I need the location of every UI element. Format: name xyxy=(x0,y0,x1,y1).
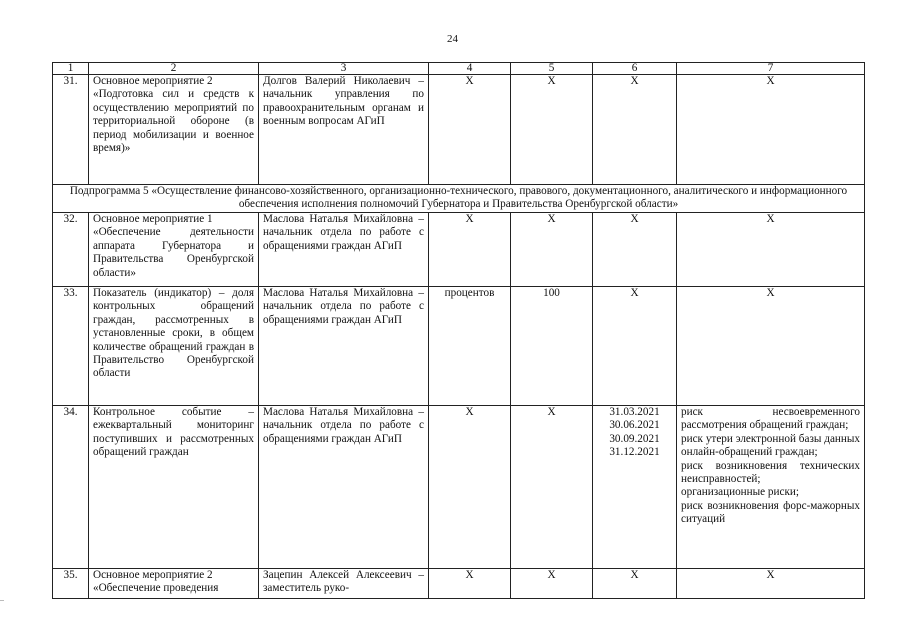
unit-cell: X xyxy=(429,569,511,599)
activity-cell: Показатель (индикатор) – доля контрольных обращений граждан, рассмотренных в установленные сроки, в общем количестве обращений граждан в Правительство Оренбургской области xyxy=(89,287,259,406)
header-col-5: 5 xyxy=(511,63,593,75)
header-col-2: 2 xyxy=(89,63,259,75)
header-col-6: 6 xyxy=(593,63,677,75)
date-cell: 31.03.2021 30.06.2021 30.09.2021 31.12.2021 xyxy=(593,406,677,569)
responsible-cell: Маслова Наталья Михайловна – начальник отдела по работе с обращениями граждан АГиП xyxy=(259,406,429,569)
value-cell: X xyxy=(511,569,593,599)
table-row xyxy=(53,75,865,185)
responsible-cell: Маслова Наталья Михайловна – начальник отдела по работе с обращениями граждан АГиП xyxy=(259,287,429,406)
table-row xyxy=(53,287,865,406)
risk-cell: риск несвоевременного рассмотрения обращений граждан; риск утери электронной базы данных онлайн-обращений граждан; риск возникновения технических неисправностей; организационные риски; риск возникновения форс-мажорных ситуаций xyxy=(677,406,865,569)
table-row xyxy=(53,569,865,599)
risk-cell: X xyxy=(677,287,865,406)
header-row xyxy=(53,63,865,75)
subprogram-title: Подпрограмма 5 «Осуществление финансово-хозяйственного, организационно-технического, правового, документационного, аналитического и информационного обеспечения исполнения полномочий Губернатора и Правительства Оренбургской области» xyxy=(53,185,865,213)
risk-cell: X xyxy=(677,569,865,599)
value-cell: X xyxy=(511,213,593,287)
header-col-4: 4 xyxy=(429,63,511,75)
activity-cell: Контрольное событие – ежеквартальный мониторинг поступивших и рассмотренных обращений граждан xyxy=(89,406,259,569)
table-row xyxy=(53,406,865,569)
activity-cell: Основное мероприятие 2 «Обеспечение проведения xyxy=(89,569,259,599)
unit-cell: X xyxy=(429,213,511,287)
responsible-cell: Зацепин Алексей Алексеевич – заместитель руко- xyxy=(259,569,429,599)
header-col-1: 1 xyxy=(53,63,89,75)
activity-cell: Основное мероприятие 2 «Подготовка сил и средств к осуществлению мероприятий по территориальной обороне (в период мобилизации и военное время)» xyxy=(89,75,259,185)
row-number: 34. xyxy=(53,406,89,569)
value-cell: X xyxy=(511,406,593,569)
risk-cell: X xyxy=(677,75,865,185)
date-cell: X xyxy=(593,75,677,185)
scan-mark xyxy=(0,600,4,601)
date-cell: X xyxy=(593,287,677,406)
responsible-cell: Долгов Валерий Николаевич – начальник управления по правоохранительным органам и военным вопросам АГиП xyxy=(259,75,429,185)
page-number: 24 xyxy=(447,33,458,45)
header-col-3: 3 xyxy=(259,63,429,75)
unit-cell: X xyxy=(429,75,511,185)
activities-table xyxy=(52,62,865,599)
subprogram-row xyxy=(53,185,865,213)
date-cell: X xyxy=(593,213,677,287)
unit-cell: процентов xyxy=(429,287,511,406)
value-cell: 100 xyxy=(511,287,593,406)
row-number: 33. xyxy=(53,287,89,406)
unit-cell: X xyxy=(429,406,511,569)
value-cell: X xyxy=(511,75,593,185)
date-cell: X xyxy=(593,569,677,599)
header-col-7: 7 xyxy=(677,63,865,75)
risk-cell: X xyxy=(677,213,865,287)
table-row xyxy=(53,213,865,287)
responsible-cell: Маслова Наталья Михайловна – начальник отдела по работе с обращениями граждан АГиП xyxy=(259,213,429,287)
row-number: 35. xyxy=(53,569,89,599)
activity-cell: Основное мероприятие 1 «Обеспечение деятельности аппарата Губернатора и Правительства Оренбургской области» xyxy=(89,213,259,287)
row-number: 32. xyxy=(53,213,89,287)
row-number: 31. xyxy=(53,75,89,185)
